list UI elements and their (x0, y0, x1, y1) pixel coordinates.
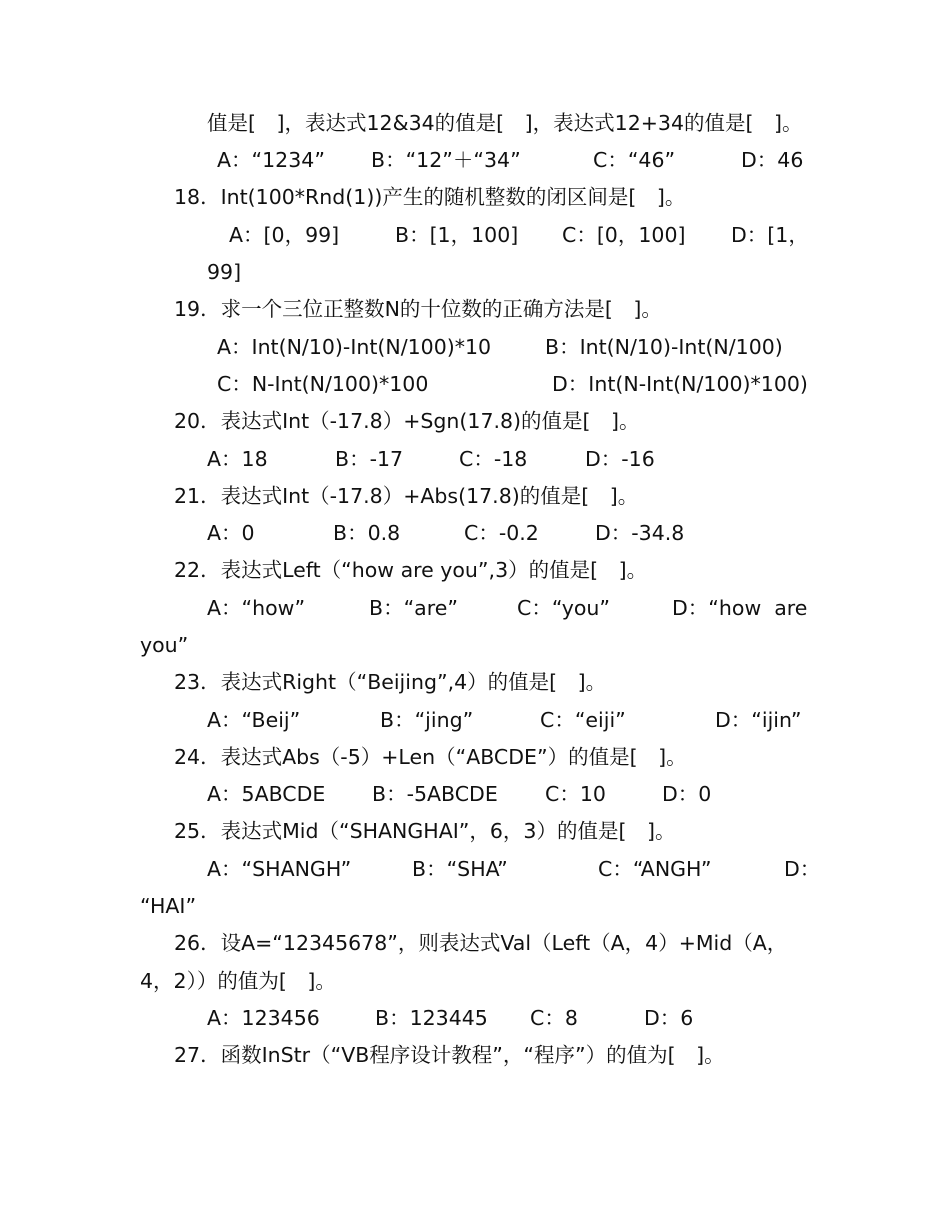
option-d: D：Int(N-Int(N/100)*100) (552, 372, 808, 396)
option-a: A：“how” (207, 596, 306, 620)
question-text: 24．表达式Abs（-5）+Len（“ABCDE”）的值是[ ]。 (174, 745, 687, 769)
wrapped-line (0, 964, 336, 998)
option-b: B：“jing” (380, 708, 474, 732)
option-b: B：-5ABCDE (372, 782, 498, 806)
wrapped-line (0, 255, 242, 289)
option-c: C：“you” (517, 596, 610, 620)
option-c: C：“46” (593, 148, 676, 172)
wrapped-text: 99] (207, 260, 242, 284)
option-d: D：0 (662, 782, 712, 806)
option-a: A：“SHANGH” (207, 857, 352, 881)
option-d: D：-34.8 (595, 521, 685, 545)
option-d: D：6 (644, 1006, 694, 1030)
option-c: C：[0，100] (562, 223, 686, 247)
text-line (0, 106, 803, 140)
options-line (0, 1001, 694, 1035)
options-line (0, 367, 808, 401)
option-b: B：[1，100] (395, 223, 519, 247)
question-text: 20．表达式Int（-17.8）+Sgn(17.8)的值是[ ]。 (174, 409, 640, 433)
option-c: C：10 (545, 782, 606, 806)
continuation-text: 值是[ ]，表达式12&34的值是[ ]，表达式12+34的值是[ ]。 (207, 111, 803, 135)
question-26 (0, 926, 788, 960)
option-b: B：-17 (335, 447, 404, 471)
option-b: B：“are” (369, 596, 458, 620)
question-25 (0, 814, 676, 848)
option-a: A：0 (207, 521, 255, 545)
option-c: C：“ANGH” (598, 857, 712, 881)
option-d: D：-16 (585, 447, 655, 471)
option-a: A：18 (207, 447, 268, 471)
question-24 (0, 740, 687, 774)
option-a: A：5ABCDE (207, 782, 326, 806)
question-21 (0, 479, 639, 513)
options-line (0, 852, 821, 886)
option-b: B：“SHA” (412, 857, 508, 881)
question-20 (0, 404, 640, 438)
options-line (0, 703, 802, 737)
option-a: A：123456 (207, 1006, 320, 1030)
option-a: A：Int(N/10)-Int(N/100)*10 (217, 335, 492, 359)
option-d: D：[1， (731, 223, 809, 247)
option-b: B：“12”＋“34” (371, 148, 521, 172)
option-b: B：Int(N/10)-Int(N/100) (545, 335, 783, 359)
options-line (0, 330, 783, 364)
option-c: C：-18 (459, 447, 528, 471)
question-23 (0, 665, 607, 699)
option-b: B：123445 (375, 1006, 488, 1030)
option-c: C：-0.2 (464, 521, 539, 545)
wrapped-text: you” (140, 633, 189, 657)
option-c: C：“eiji” (540, 708, 626, 732)
question-text: 26．设A=“12345678”，则表达式Val（Left（A，4）+Mid（A， (174, 931, 788, 955)
question-22 (0, 553, 648, 587)
question-text: 27．函数InStr（“VB程序设计教程”，“程序”）的值为[ ]。 (174, 1043, 725, 1067)
options-line (0, 777, 712, 811)
wrapped-text: 4，2））的值为[ ]。 (140, 969, 336, 993)
option-c: C：N-Int(N/100)*100 (217, 372, 429, 396)
options-line (0, 143, 804, 177)
question-18 (0, 180, 686, 214)
option-b: B：0.8 (333, 521, 401, 545)
options-line (0, 591, 808, 625)
option-c: C：8 (530, 1006, 578, 1030)
option-d: D：46 (741, 148, 804, 172)
options-line (0, 516, 685, 550)
option-d: D：“ijin” (715, 708, 802, 732)
option-d: D： (784, 857, 821, 881)
question-text: 25．表达式Mid（“SHANGHAI”，6，3）的值是[ ]。 (174, 819, 676, 843)
question-text: 21．表达式Int（-17.8）+Abs(17.8)的值是[ ]。 (174, 484, 639, 508)
question-text: 22．表达式Left（“how are you”,3）的值是[ ]。 (174, 558, 648, 582)
wrapped-line (0, 889, 197, 923)
wrapped-line (0, 628, 189, 662)
wrapped-text: “HAI” (140, 894, 197, 918)
question-text: 18．Int(100*Rnd(1))产生的随机整数的闭区间是[ ]。 (174, 185, 686, 209)
question-19 (0, 292, 662, 326)
option-a: A：“Beij” (207, 708, 301, 732)
question-text: 19．求一个三位正整数N的十位数的正确方法是[ ]。 (174, 297, 662, 321)
question-27 (0, 1038, 725, 1072)
options-line (0, 218, 809, 252)
option-a: A：“1234” (217, 148, 325, 172)
option-a: A：[0，99] (229, 223, 340, 247)
option-d: D：“how are (672, 596, 808, 620)
question-text: 23．表达式Right（“Beijing”,4）的值是[ ]。 (174, 670, 607, 694)
options-line (0, 442, 655, 476)
